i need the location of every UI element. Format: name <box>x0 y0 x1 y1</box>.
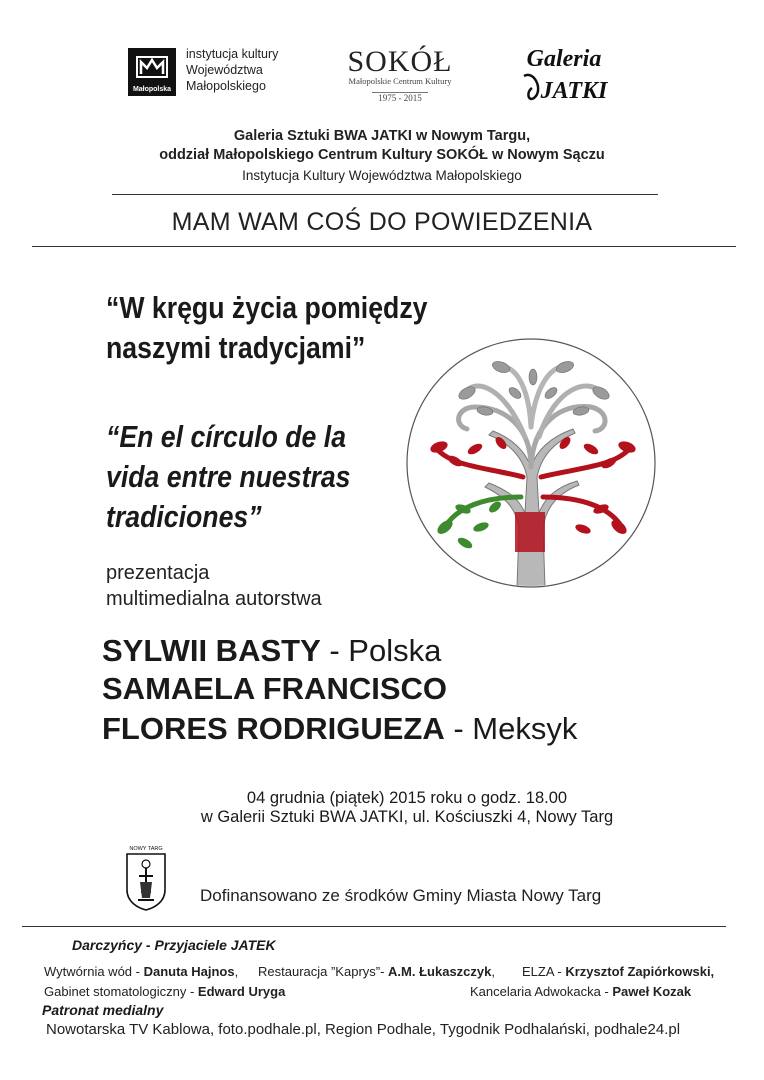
donor-name: Paweł Kozak <box>612 984 692 999</box>
quote-spanish-line: “En el círculo de la <box>106 419 347 454</box>
donor-item <box>470 984 691 999</box>
author-name: SYLWII BASTY <box>102 633 321 668</box>
donor-item <box>522 964 714 979</box>
malopolska-logo <box>128 48 176 96</box>
donor-name: Krzysztof Zapiórkowski, <box>565 964 715 979</box>
header-line-2: oddział Małopolskiego Centrum Kultury SOKÓŁ w Nowym Sączu <box>159 147 605 163</box>
quote-spanish-line: vida entre nuestras <box>106 459 351 494</box>
nowy-targ-crest-icon <box>124 842 168 912</box>
media-patron-list: Nowotarska TV Kablowa, foto.podhale.pl, Region Podhale, Tygodnik Podhalański, podhale24.pl <box>46 1021 681 1038</box>
title-divider <box>32 246 736 247</box>
presentation-line: prezentacja <box>106 562 210 584</box>
quote-spanish <box>106 417 350 537</box>
funding-note: Dofinansowano ze środków Gminy Miasta Nowy Targ <box>200 886 602 905</box>
malopolska-caption: Małopolska <box>132 86 172 93</box>
quote-polish-line: naszymi tradycjami” <box>106 330 366 365</box>
galeria-logo-line2: JATKI <box>540 78 608 104</box>
quote-spanish-line: tradiciones” <box>106 499 262 534</box>
donor-label: Gabinet stomatologiczny - <box>44 984 198 999</box>
quote-polish-line: “W kręgu życia pomiędzy <box>106 290 428 325</box>
author-country: - Polska <box>320 633 442 668</box>
tree-of-life-image <box>405 337 657 589</box>
donor-label: Kancelaria Adwokacka - <box>470 984 613 999</box>
quote-polish <box>106 288 427 368</box>
donor-name: Danuta Hajnos <box>143 964 235 979</box>
presentation-line: multimedialna autorstwa <box>106 588 322 610</box>
author-line-1 <box>102 632 441 669</box>
author-line-3 <box>102 710 577 747</box>
sokol-subtitle: Małopolskie Centrum Kultury <box>348 76 452 86</box>
sokol-logo <box>338 46 462 106</box>
malopolska-text <box>186 46 278 94</box>
malopolska-text-line: Województwa <box>186 63 263 77</box>
page-title: MAM WAM COŚ DO POWIEDZENIA <box>171 208 593 236</box>
header-line-3: Instytucja Kultury Województwa Małopolskiego <box>242 168 522 183</box>
author-country: - Meksyk <box>444 711 578 746</box>
donor-item: Restauracja ”Kaprys”- A.M. Łukaszczyk, <box>258 964 495 979</box>
malopolska-text-line: Małopolskiego <box>186 79 266 93</box>
galeria-jatki-logo <box>520 40 610 112</box>
donor-item <box>44 984 285 999</box>
donor-item: Wytwórnia wód - Danuta Hajnos, <box>44 964 239 979</box>
malopolska-text-line: instytucja kultury <box>186 47 279 61</box>
header-divider <box>112 194 658 195</box>
donor-label: Restauracja ”Kaprys”- <box>258 964 389 979</box>
sokol-name: SOKÓŁ <box>347 45 453 78</box>
crest-caption: NOWY TARG <box>129 846 163 852</box>
donor-label: Wytwórnia wód - <box>44 964 144 979</box>
galeria-ornament-icon <box>524 75 538 99</box>
author-name: SAMAELA FRANCISCO <box>102 671 448 706</box>
media-patron-title: Patronat medialny <box>42 1002 164 1018</box>
donors-title: Darczyńcy - Przyjaciele JATEK <box>72 937 276 953</box>
donor-name: Edward Uryga <box>197 984 286 999</box>
donor-label: ELZA - <box>522 964 566 979</box>
header-line-1: Galeria Sztuki BWA JATKI w Nowym Targu, <box>233 128 531 144</box>
malopolska-emblem-icon <box>136 54 168 80</box>
footer-divider <box>22 926 726 927</box>
donor-name: A.M. Łukaszczyk <box>388 964 492 979</box>
presentation-text <box>106 560 322 612</box>
event-place: w Galerii Sztuki BWA JATKI, ul. Kościuszki 4, Nowy Targ <box>200 808 614 826</box>
sokol-years: 1975 - 2015 <box>372 92 428 103</box>
author-name: FLORES RODRIGUEZA <box>102 711 445 746</box>
event-date: 04 grudnia (piątek) 2015 roku o godz. 18.00 <box>246 789 568 807</box>
author-line-2 <box>102 670 447 707</box>
galeria-logo-line1: Galeria <box>526 46 602 72</box>
